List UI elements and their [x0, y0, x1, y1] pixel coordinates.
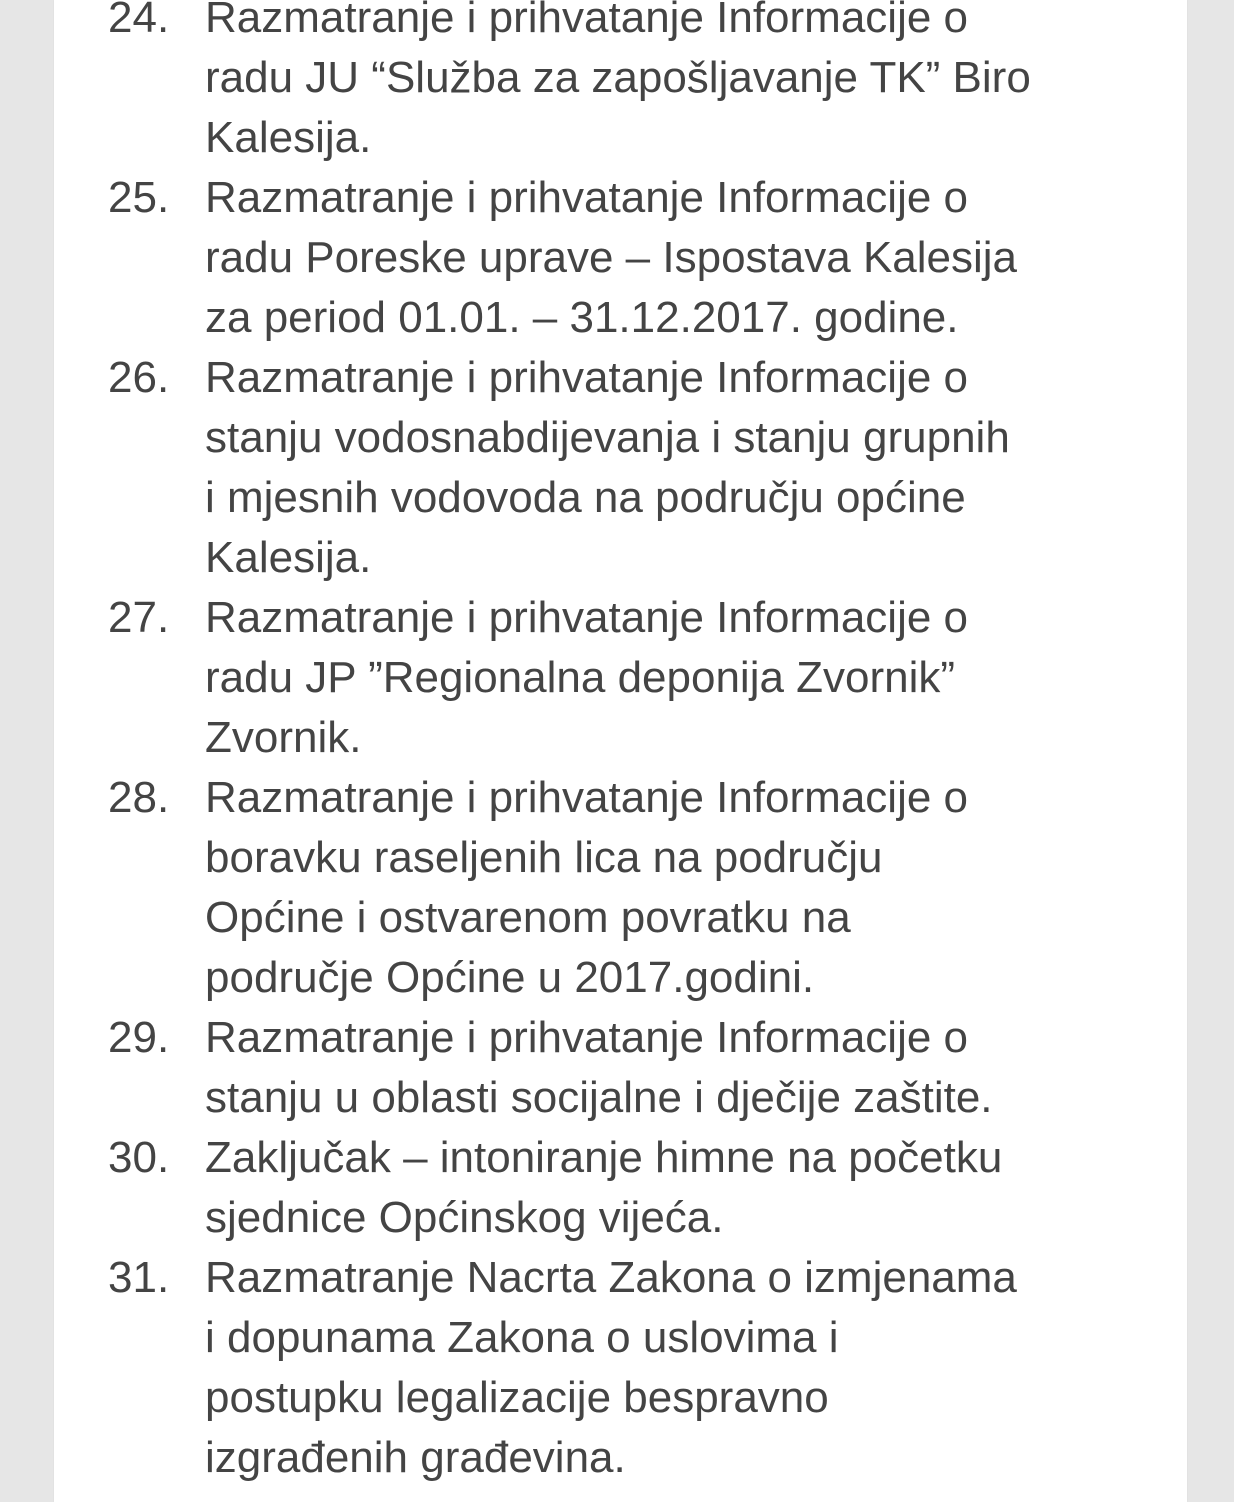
list-item: [54, 1008, 1195, 1128]
list-item: [54, 348, 1195, 588]
item-text-line: radu Poreske uprave – Ispostava Kalesija: [205, 233, 1018, 282]
item-text-line: i dopunama Zakona o uslovima i: [205, 1313, 839, 1362]
item-text-line: izgrađenih građevina.: [205, 1433, 626, 1482]
list-item: [54, 1128, 1195, 1248]
item-text-line: Razmatranje i prihvatanje Informacije o: [205, 173, 969, 222]
item-number: 24.: [108, 0, 170, 42]
item-text-line: Kalesija.: [205, 533, 372, 582]
item-number: 31.: [108, 1253, 170, 1302]
list-item: [54, 768, 1195, 1008]
item-text-line: Razmatranje i prihvatanje Informacije o: [205, 773, 969, 822]
item-text: [205, 768, 1195, 1008]
item-number: 25.: [108, 173, 170, 222]
list-item: [54, 0, 1195, 168]
item-text-line: postupku legalizacije bespravno: [205, 1373, 829, 1422]
item-text-line: za period 01.01. – 31.12.2017. godine.: [205, 293, 959, 342]
item-text-line: Zvornik.: [205, 713, 362, 762]
item-number: 28.: [108, 773, 170, 822]
list-item: [54, 1248, 1195, 1488]
item-number: 29.: [108, 1013, 170, 1062]
item-text-line: Općine i ostvarenom povratku na: [205, 893, 851, 942]
item-text-line: radu JP ”Regionalna deponija Zvornik”: [205, 653, 956, 702]
item-text-line: Razmatranje i prihvatanje Informacije o: [205, 353, 969, 402]
item-text: [205, 0, 1195, 168]
item-number: 27.: [108, 593, 170, 642]
item-text-line: boravku raseljenih lica na području: [205, 833, 883, 882]
item-text-line: Razmatranje i prihvatanje Informacije o: [205, 593, 969, 642]
item-text: [205, 1128, 1195, 1248]
content-card: [54, 0, 1187, 1502]
list-item: [54, 588, 1195, 768]
item-text-line: radu JU “Služba za zapošljavanje TK” Biro: [205, 53, 1031, 102]
item-number: 26.: [108, 353, 170, 402]
item-text-line: područje Općine u 2017.godini.: [205, 953, 815, 1002]
item-text: [205, 348, 1195, 588]
agenda-list: [54, 0, 1195, 1488]
item-text: [205, 1008, 1195, 1128]
item-text-line: stanju vodosnabdijevanja i stanju grupnih: [205, 413, 1010, 462]
item-text-line: Zaključak – intoniranje himne na početku: [205, 1133, 1003, 1182]
item-text-line: stanju u oblasti socijalne i dječije zaštite.: [205, 1073, 993, 1122]
item-text-line: Kalesija.: [205, 113, 372, 162]
item-text-line: Razmatranje i prihvatanje Informacije o: [205, 1013, 969, 1062]
item-text-line: Razmatranje Nacrta Zakona o izmjenama: [205, 1253, 1017, 1302]
list-item: [54, 168, 1195, 348]
item-text: [205, 168, 1195, 348]
item-text-line: sjednice Općinskog vijeća.: [205, 1193, 724, 1242]
item-text: [205, 1248, 1195, 1488]
item-text: [205, 588, 1195, 768]
item-text-line: Razmatranje i prihvatanje Informacije o: [205, 0, 969, 42]
item-text-line: i mjesnih vodovoda na području općine: [205, 473, 966, 522]
item-number: 30.: [108, 1133, 170, 1182]
